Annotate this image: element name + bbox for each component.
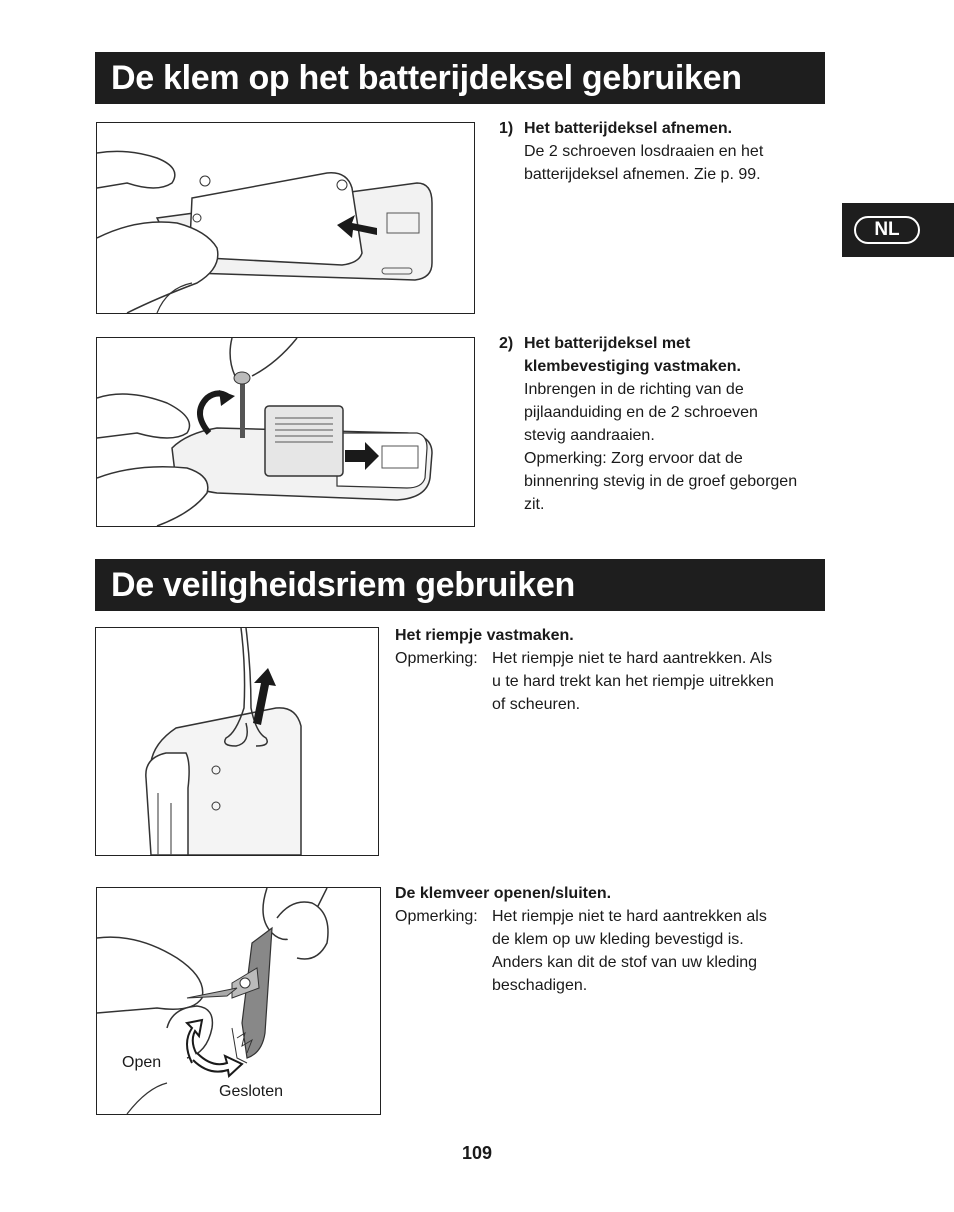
figure-clip-spring xyxy=(96,887,381,1115)
language-label: NL xyxy=(854,216,920,244)
clip-instructions xyxy=(395,882,815,997)
step-1-number: 1) xyxy=(499,120,514,137)
label-open: Open xyxy=(122,1054,162,1071)
clip-note-line: Het riempje niet te hard aantrekken als xyxy=(492,908,767,925)
step-1-line: De 2 schroeven losdraaien en het xyxy=(524,143,764,160)
strap-note-line: u te hard trekt kan het riempje uitrekken xyxy=(492,673,774,690)
step-1 xyxy=(499,117,839,186)
step-2-line: Inbrengen in de richting van de xyxy=(524,381,744,398)
step-2-line: binnenring stevig in de groef geborgen xyxy=(524,473,798,490)
step-2-heading: Het batterijdeksel met xyxy=(524,335,691,352)
section-title-battery-clip: De klem op het batterijdeksel gebruiken xyxy=(95,52,825,104)
strap-note-line: of scheuren. xyxy=(492,696,581,713)
label-closed: Gesloten xyxy=(219,1083,284,1100)
clip-note-line: beschadigen. xyxy=(492,977,588,994)
strap-instructions xyxy=(395,624,815,716)
figure-remove-battery-cover xyxy=(96,122,475,314)
step-2-line: zit. xyxy=(524,496,545,513)
strap-note-line: Het riempje niet te hard aantrekken. Als xyxy=(492,650,773,667)
step-2-line: stevig aandraaien. xyxy=(524,427,655,444)
step-2-line: Opmerking: Zorg ervoor dat de xyxy=(524,450,743,467)
step-1-heading: Het batterijdeksel afnemen. xyxy=(524,120,733,137)
figure-attach-clip-cover xyxy=(96,337,475,527)
step-1-line: batterijdeksel afnemen. Zie p. 99. xyxy=(524,166,761,183)
clip-heading: De klemveer openen/sluiten. xyxy=(395,885,612,902)
clip-note-line: Anders kan dit de stof van uw kleding xyxy=(492,954,758,971)
clip-note-label: Opmerking: xyxy=(395,908,478,925)
strap-note-label: Opmerking: xyxy=(395,650,478,667)
step-2-number: 2) xyxy=(499,335,514,352)
language-tab xyxy=(842,203,954,257)
figure-attach-strap xyxy=(95,627,379,856)
section-title-safety-strap: De veiligheidsriem gebruiken xyxy=(95,559,825,611)
clip-note-line: de klem op uw kleding bevestigd is. xyxy=(492,931,744,948)
step-2-line: pijlaanduiding en de 2 schroeven xyxy=(524,404,758,421)
strap-heading: Het riempje vastmaken. xyxy=(395,627,574,644)
page-number: 109 xyxy=(461,1143,493,1163)
step-2 xyxy=(499,332,839,516)
step-2-heading: klembevestiging vastmaken. xyxy=(524,358,741,375)
